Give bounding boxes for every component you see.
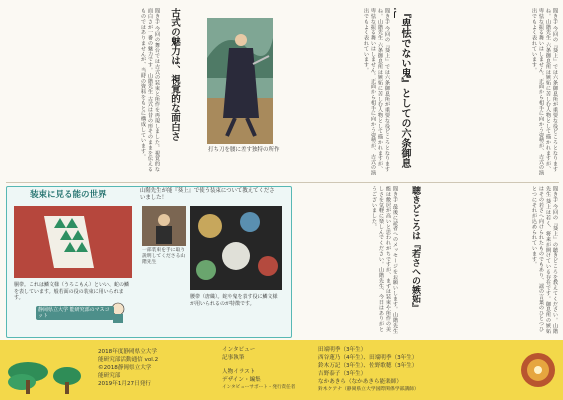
performer-illustration bbox=[207, 18, 273, 144]
footer-pine-left bbox=[6, 354, 50, 394]
footer-name-3: 鈴木万記（3年生）、佐野歌穂（3年生） bbox=[318, 363, 418, 369]
photo-caption: 打ち刀を腰に差す独特の所作 bbox=[208, 147, 280, 153]
article3-heading: 聴きどころは『若さへの嫉妬』 bbox=[410, 186, 420, 312]
costume-box-title: 装束に見る能の世界 bbox=[30, 190, 107, 200]
footer-pub-line-2: 能研究部活動通信 vol.2 bbox=[98, 357, 159, 363]
article4-body: 聞き手 最後に読者へのメッセージをお願いします。山階先生 能は敷居が高いと思われがちですが、まずは装束や所作の美しさを気軽に楽しんでください。山階先生、今日はありがとうございました。 bbox=[371, 186, 398, 334]
footer-pub-line-3: ©2018静岡県立大学 bbox=[98, 365, 152, 371]
footer-role-5: インタビューサポート・発行責任者 bbox=[222, 385, 296, 390]
article1-heading: 古式の魅力は、視覚的な面白さ bbox=[169, 8, 180, 141]
footer-role-2: 記事執筆 bbox=[222, 355, 245, 361]
costume-photo-belt bbox=[14, 206, 132, 278]
article1-body: 聞き手 今回の舞台では古式の装束と所作を再現しました。視覚的な面白さが一番の魅力です。山階先生 古式は昔の形そのままを伝えるものではありませんが、当時の資料をもとに構成しています。 bbox=[140, 8, 160, 172]
costume-photo-professor bbox=[142, 206, 186, 246]
footer-role-4: デザイン・編集 bbox=[222, 377, 261, 383]
footer-name-1: 田端明季（3年生） bbox=[318, 347, 367, 353]
footer-pub-line-1: 2018年度静岡県立大学 bbox=[98, 349, 157, 355]
article-body-right: 聞き手 今回の『葵上』では六条御息所が重要な役どころとなりますね。山階先生 六条御息所は嫉妬に苦しむ人物として描かれますが、卑怯な振る舞いはしません。正面から相手に向かう姿勢が、古式の演出でもよく表れています。 bbox=[531, 8, 558, 176]
footer-pub-line-5: 2019年1月27日発行 bbox=[98, 381, 151, 387]
footer-pub-line-4: 能研究部 bbox=[98, 373, 121, 379]
performer-photo bbox=[207, 18, 273, 144]
footer-pine-right bbox=[52, 362, 82, 394]
costume-note-2: 腰帯（唐織）。蛇や鬼を表す役に鱗文様が用いられるのが特徴です。 bbox=[190, 294, 278, 307]
article3-body: 聞き手 今回の『葵上』の聴きどころを教えてください。山階先生 葵上は若く、将来が開けている存在です。御息所の嫉妬はその若さへ向けられたものでもあり、謡の言葉のひとつひとつにそれが込められています。 bbox=[531, 186, 558, 334]
footer-name-2: 西谷蓮乃（4年生）、田端明季（3年生） bbox=[318, 355, 418, 361]
article2-heading: 『卑怯でない鬼』としての六条御息 bbox=[399, 8, 410, 168]
karaori-pattern bbox=[190, 206, 282, 290]
costume-photo-karaori bbox=[190, 206, 282, 290]
professor-badge: 一部装束を手に取り説明してくださる山階先生 bbox=[142, 248, 186, 265]
professor-photo bbox=[142, 206, 186, 246]
footer-name-4: 吉野泰子（3年生） bbox=[318, 371, 367, 377]
footer-name-5: なかあきら（なかあきら能楽師） bbox=[318, 379, 402, 385]
mascot-label: 静岡県立大学 能研究部のマスコット bbox=[36, 306, 114, 320]
section-divider bbox=[6, 182, 559, 183]
costume-box-subtitle: 山階先生が能『葵上』で使う装束について教えてくださいました！ bbox=[140, 188, 275, 201]
scale-pattern-belt bbox=[14, 206, 132, 278]
footer-crest bbox=[518, 346, 558, 396]
footer-name-6: 鈴木ケアナ（静岡県立大学国際関係学部講師） bbox=[318, 387, 419, 392]
footer-role-1: インタビュー bbox=[222, 347, 256, 353]
footer-role-3: 人物イラスト bbox=[222, 369, 256, 375]
costume-note-1: 胴帯。これは鱗文様（うろこもん）といい、蛇の鱗を表しています。般若面の役の装束に用いられます。 bbox=[14, 282, 130, 301]
article2-body: 聞き手 今回の『葵上』では六条御息所が重要な役どころとなりますね。山階先生 六条御息所は嫉妬に苦しむ人物として描かれますが、卑怯な振る舞いはしません。正面から相手に向かう姿勢が、古式の演出でもよく表れています。 bbox=[363, 8, 390, 176]
